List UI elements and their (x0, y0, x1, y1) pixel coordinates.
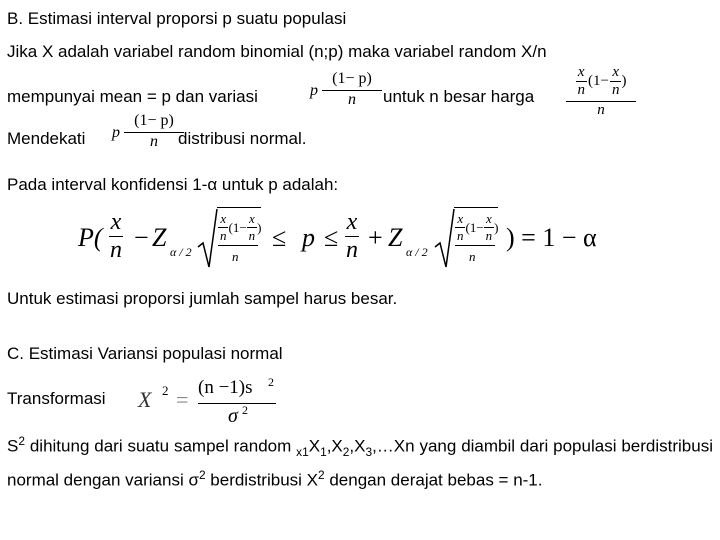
formula-alpha-half: α / 2 (406, 245, 428, 259)
formula-one-minus: (1− (228, 219, 247, 235)
formula-n: n (597, 102, 605, 118)
formula-x: x (249, 211, 255, 226)
text-run: ,X (349, 436, 366, 456)
text-run: dengan derajat bebas = n-1. (324, 470, 543, 490)
text-sup: 2 (318, 468, 325, 483)
binomial-text-line: Jika X adalah variabel random binomial (n;p) maka variabel random X/n (7, 42, 547, 61)
formula-numerator: (1− p) (134, 112, 174, 129)
formula-le: ≤ (272, 223, 287, 252)
formula-exp: 2 (242, 403, 248, 417)
formula-chi: X (138, 387, 152, 412)
formula-denominator: n (348, 91, 356, 108)
chi-square-formula (138, 375, 288, 430)
section-b-heading: B. Estimasi interval proporsi p suatu populasi (7, 9, 347, 28)
section-c-heading: C. Estimasi Variansi populasi normal (7, 344, 283, 363)
formula-numerator: (n −1)s (198, 377, 253, 398)
transform-label: Transformasi (7, 389, 106, 408)
formula-n: n (232, 249, 239, 264)
formula-n: n (457, 228, 464, 243)
formula-n: n (346, 237, 358, 263)
formula-n: n (611, 82, 620, 98)
text-run: ,X (326, 436, 343, 456)
formula-P: P( (78, 223, 103, 252)
formula-numerator: (1− p) (332, 70, 372, 87)
formula-equals: = (176, 387, 189, 412)
text-run: berdistribusi X (205, 470, 318, 490)
formula-sigma: σ (228, 405, 238, 427)
text-run: dihitung dari suatu sampel random (24, 436, 297, 456)
variance-formula (310, 70, 382, 109)
formula-exp: 2 (162, 383, 169, 398)
text-run: ,…Xn yang diambil dari populasi berdistribusi normal dengan variansi σ (7, 436, 713, 490)
formula-x: x (457, 211, 464, 226)
formula-paren: ) (257, 219, 262, 235)
formula-equals-confidence: ) = 1 − α (506, 223, 597, 252)
formula-alpha-half: α / 2 (170, 245, 192, 259)
formula-n: n (577, 82, 586, 98)
formula-n: n (110, 237, 122, 263)
text-run: S (7, 436, 19, 456)
text-sup: 2 (18, 434, 25, 448)
approaching-text: Mendekati (7, 129, 86, 148)
variance-formula-2 (112, 112, 184, 151)
formula-x: x (612, 64, 620, 80)
text-run: X (308, 436, 321, 456)
sqrt-sign-2 (434, 207, 456, 269)
formula-one-minus: (1− (465, 219, 484, 235)
mean-variance-text: mempunyai mean = p dan variasi (7, 87, 258, 106)
formula-x: x (577, 64, 585, 80)
text-sub: 3 (365, 445, 373, 460)
large-n-text: untuk n besar harga (383, 87, 535, 106)
sample-size-text: Untuk estimasi proporsi jumlah sampel harus besar. (7, 289, 398, 308)
formula-one-minus: (1− (588, 73, 609, 89)
normal-distribution-text: distribusi normal. (178, 129, 307, 148)
formula-paren: ) (621, 73, 627, 89)
formula-x: x (110, 209, 122, 235)
formula-n: n (469, 249, 476, 264)
sample-variance-formula (566, 64, 636, 119)
text-sub: 2 (342, 445, 350, 460)
confidence-interval-text: Pada interval konfidensi 1-α untuk p adalah: (7, 175, 339, 194)
formula-p: p (302, 223, 315, 252)
formula-Z: Z (152, 223, 167, 252)
formula-n: n (248, 228, 256, 243)
formula-symbol: p (310, 82, 318, 100)
formula-n: n (220, 228, 227, 243)
formula-le: ≤ (324, 223, 339, 252)
formula-exp: 2 (268, 375, 274, 389)
formula-symbol: p (112, 124, 120, 142)
formula-denominator: n (150, 133, 158, 150)
formula-minus: − (134, 223, 149, 252)
text-sub: 1 (320, 445, 327, 460)
formula-Z: Z (388, 223, 403, 252)
text-sup: 2 (198, 468, 206, 483)
sqrt-sign-1 (197, 207, 219, 269)
formula-n: n (485, 228, 493, 243)
formula-x: x (486, 211, 492, 226)
formula-x: x (220, 211, 227, 226)
variance-paragraph (7, 430, 713, 492)
formula-plus: + (368, 223, 383, 252)
confidence-interval-formula (78, 205, 618, 275)
formula-paren: ) (494, 219, 499, 235)
formula-x: x (346, 209, 358, 235)
text-sub: x1 (296, 445, 309, 460)
